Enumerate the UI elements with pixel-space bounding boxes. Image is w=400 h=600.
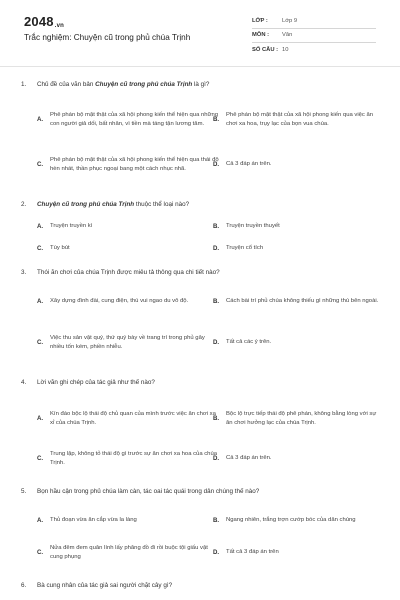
option-b[interactable] (213, 508, 381, 534)
option-letter: A. (37, 415, 44, 423)
meta-value: Lớp 9 (282, 17, 298, 24)
option-b[interactable] (213, 101, 381, 139)
option-text: Cả 3 đáp án trên. (226, 161, 272, 168)
header-divider (0, 66, 400, 67)
question-number: 5. (21, 488, 27, 495)
option-letter: D. (213, 549, 220, 557)
option-letter: A. (37, 298, 44, 306)
option-d[interactable] (213, 243, 381, 255)
option-text: Tất cả các ý trên. (226, 339, 272, 346)
question-text (21, 81, 381, 88)
option-letter: B. (213, 298, 220, 306)
question-1 (21, 81, 381, 191)
site-logo[interactable] (24, 14, 64, 29)
option-d[interactable] (213, 445, 381, 473)
option-b[interactable] (213, 399, 381, 439)
option-c[interactable] (37, 243, 220, 255)
option-text: Cách bài trí phủ chúa không thiếu gì những thú bên ngoài. (226, 298, 379, 305)
question-text-part: Chủ đề của văn bản (37, 81, 96, 88)
meta-value: Văn (282, 32, 293, 39)
option-d[interactable] (213, 324, 381, 362)
question-text (21, 488, 381, 495)
option-letter: B. (213, 415, 220, 423)
option-letter: A. (37, 223, 44, 231)
option-text: Nửa đêm đem quân lính lấy phăng đồ đi rồi buộc tội giấu vật cung phụng (50, 544, 208, 560)
option-letter: C. (37, 339, 44, 347)
option-text: Phê phán bộ mặt thật của xã hội phong kiến qua việc ăn chơi xa hoa, trụy lạc của bọn vua chúa. (226, 111, 374, 127)
option-b[interactable] (213, 289, 381, 315)
question-text-emphasis: Chuyện cũ trong phủ chúa Trịnh (95, 81, 193, 88)
option-c[interactable] (37, 146, 220, 184)
question-number: 4. (21, 379, 27, 386)
option-a[interactable] (37, 399, 220, 439)
question-number: 2. (21, 201, 27, 208)
option-text: Truyện cổ tích (226, 245, 264, 252)
option-a[interactable] (37, 221, 220, 233)
option-letter: B. (213, 223, 220, 231)
option-b[interactable] (213, 221, 381, 233)
meta-value: 10 (282, 47, 289, 54)
question-3 (21, 269, 381, 369)
option-c[interactable] (37, 445, 220, 473)
question-text-part: Bà cung nhân của tác giả sai người chặt cây gì? (37, 582, 173, 589)
question-2 (21, 201, 381, 263)
question-6 (21, 582, 381, 594)
question-text-part: Lời văn ghi chép của tác giả như thế nào? (37, 379, 155, 386)
option-text: Tất cả 3 đáp án trên (226, 549, 279, 556)
meta-row-count (252, 43, 376, 58)
option-text: Cả 3 đáp án trên. (226, 455, 272, 462)
option-text: Việc thu sản vật quý, thứ quý bày về trang trí trong phủ gây nhiều tốn kém, phiền nhiễu. (50, 334, 205, 350)
logo-text: 2048 (24, 14, 54, 29)
option-text: Tùy bút (50, 245, 70, 252)
option-text: Bộc lộ trực tiếp thái độ phê phán, không bằng lòng với sự ăn chơi hưởng lạc của chúa Trịnh. (226, 410, 377, 426)
meta-table (252, 14, 376, 58)
option-c[interactable] (37, 540, 220, 566)
question-text-part: là gì? (192, 81, 210, 88)
question-number: 3. (21, 269, 27, 276)
option-text: Kín đáo bộc lộ thái độ chủ quan của mình trước việc ăn chơi xa xỉ của chúa Trịnh. (50, 410, 216, 426)
option-letter: D. (213, 245, 220, 253)
question-text (21, 379, 381, 386)
option-a[interactable] (37, 508, 220, 534)
logo-suffix: .vn (54, 23, 65, 29)
option-letter: C. (37, 455, 44, 463)
option-letter: A. (37, 517, 44, 525)
option-d[interactable] (213, 146, 381, 184)
option-a[interactable] (37, 101, 220, 139)
meta-row-class (252, 14, 376, 29)
option-letter: B. (213, 517, 220, 525)
meta-label: MÔN : (252, 32, 270, 39)
option-letter: D. (213, 455, 220, 463)
question-text-part: Thói ăn chơi của chúa Trịnh được miêu tả thông qua chi tiết nào? (37, 269, 220, 276)
question-text (21, 582, 381, 589)
question-text-emphasis: Chuyện cũ trong phủ chúa Trịnh (37, 201, 135, 208)
meta-row-subject (252, 29, 376, 44)
option-letter: C. (37, 161, 44, 169)
option-text: Phê phán bộ mặt thật của xã hội phong kiến thể hiện qua những con người giả dối, bất nhân, vì tiền mà táng tận lương tâm. (50, 111, 219, 127)
page-header (24, 14, 376, 62)
question-text (21, 201, 381, 208)
option-c[interactable] (37, 324, 220, 362)
option-letter: C. (37, 245, 44, 253)
question-text-part: thuộc thể loại nào? (134, 201, 190, 208)
option-letter: D. (213, 339, 220, 347)
option-a[interactable] (37, 289, 220, 315)
option-letter: B. (213, 116, 220, 124)
meta-label: LỚP : (252, 17, 268, 24)
question-text-part: Bọn hầu cận trong phủ chúa làm càn, tác oai tác quái trong dân chúng thế nào? (37, 488, 260, 495)
question-4 (21, 379, 381, 479)
option-text: Xây dựng đình đài, cung điện, thú vui ngao du vô độ. (50, 298, 189, 305)
option-text: Thủ đoạn vừa ăn cắp vừa la làng (50, 517, 137, 524)
page-title: Trắc nghiệm: Chuyện cũ trong phủ chúa Trịnh (24, 33, 191, 42)
option-text: Trung lập, không tỏ thái độ gì trước sự ăn chơi xa hoa của chúa Trịnh. (50, 450, 218, 466)
question-number: 6. (21, 582, 27, 589)
option-letter: D. (213, 161, 220, 169)
option-letter: A. (37, 116, 44, 124)
option-letter: C. (37, 549, 44, 557)
question-number: 1. (21, 81, 27, 88)
question-text (21, 269, 381, 276)
option-text: Truyện truyền thuyết (226, 223, 280, 230)
option-d[interactable] (213, 540, 381, 566)
option-text: Phê phán bộ mặt thật của xã hội phong kiến thể hiện qua thái độ hèn nhát, thần phục ngoại bang một cách nhục nhã. (50, 156, 219, 172)
option-text: Ngang nhiên, trắng trợn cướp bóc của dân chúng (226, 517, 356, 524)
question-5 (21, 488, 381, 576)
meta-label: SỐ CÂU : (252, 47, 279, 54)
option-text: Truyện truyền kì (50, 223, 93, 230)
